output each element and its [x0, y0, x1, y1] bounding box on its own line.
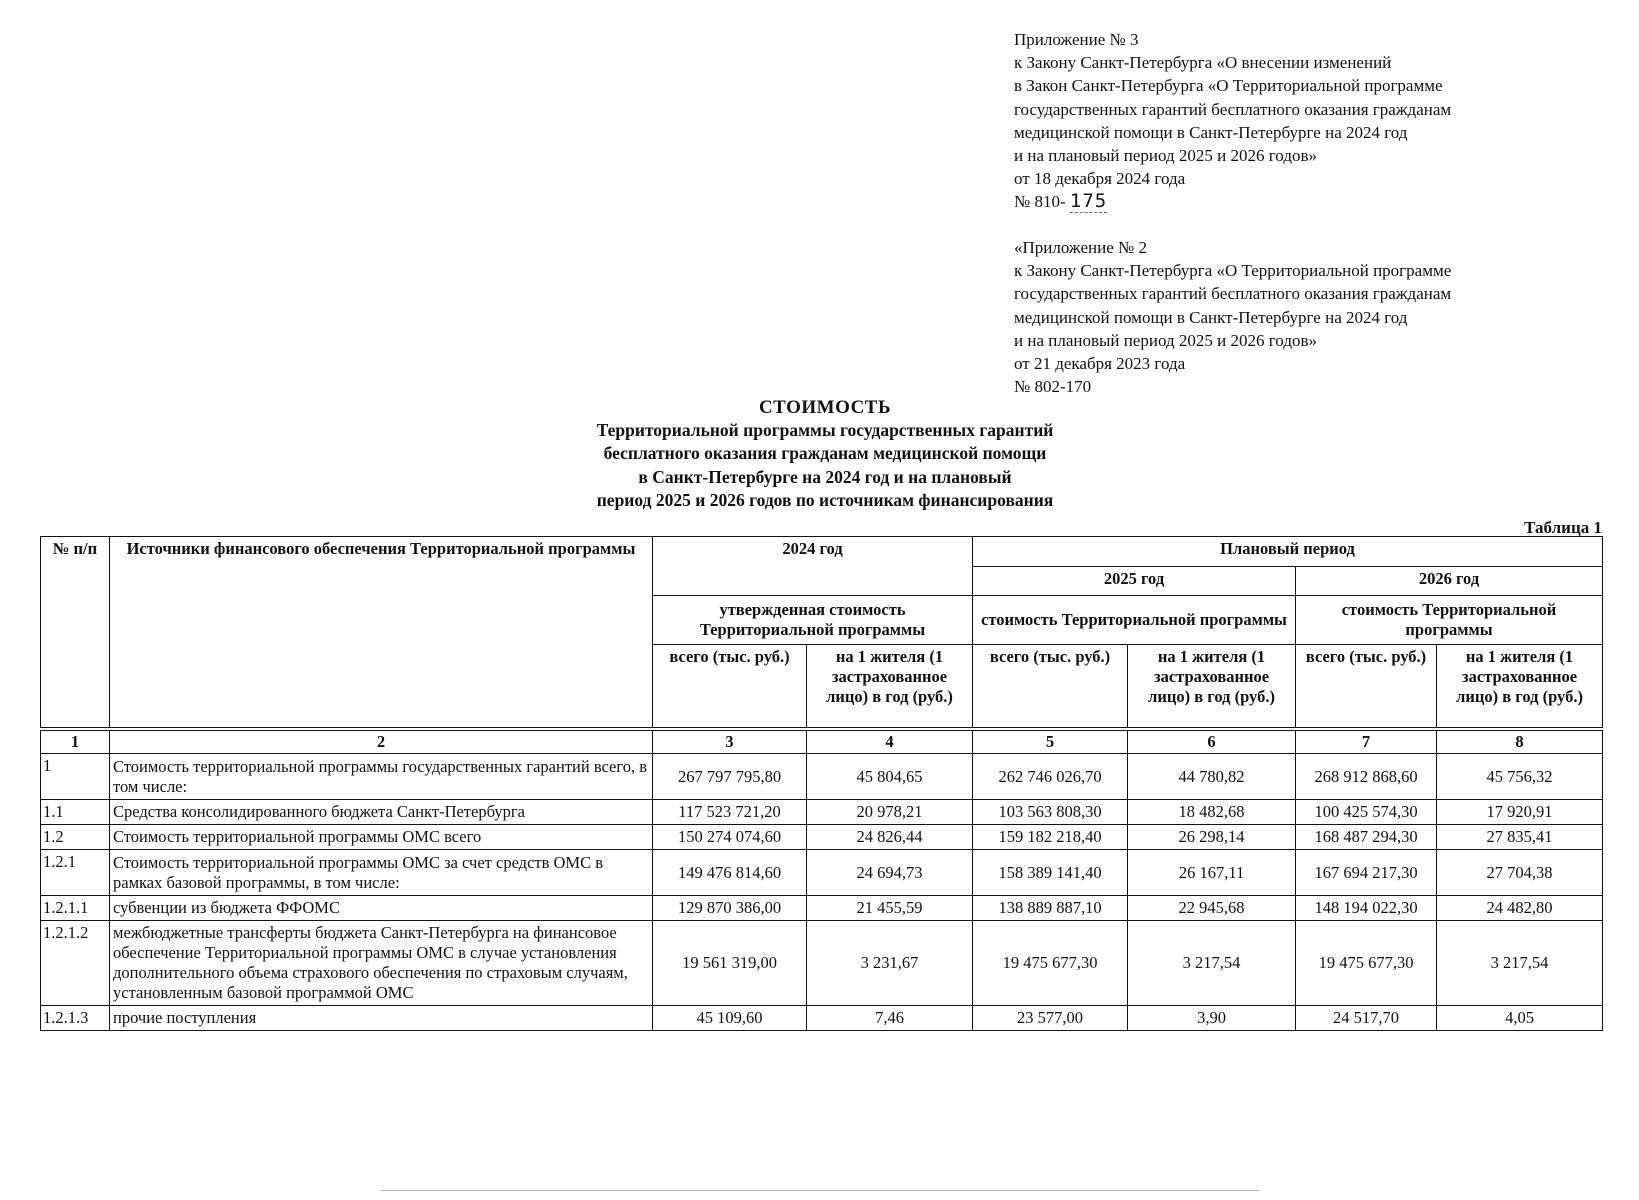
row-code: 1.2 — [41, 825, 110, 850]
table-row — [41, 1006, 1603, 1031]
row-value: 24 482,80 — [1437, 896, 1603, 921]
table-row — [41, 921, 1603, 1006]
header-per-capita-2024: на 1 жителя (1 застрахованное лицо) в год (руб.) — [807, 645, 973, 728]
column-number: 8 — [1437, 731, 1603, 754]
row-name: Стоимость территориальной программы государственных гарантий всего, в том числе: — [110, 754, 653, 800]
column-number: 7 — [1296, 731, 1437, 754]
appendix-3-header — [1014, 28, 1451, 214]
document-title — [520, 396, 1130, 512]
row-value: 3 217,54 — [1128, 921, 1296, 1006]
row-code: 1.1 — [41, 800, 110, 825]
row-value: 44 780,82 — [1128, 754, 1296, 800]
appendix-3-line: в Закон Санкт-Петербурга «О Территориальной программе — [1014, 76, 1443, 96]
scan-artifact-line — [380, 1190, 1260, 1191]
row-value: 24 694,73 — [807, 850, 973, 896]
header-approved-cost: утвержденная стоимость Территориальной программы — [653, 596, 973, 645]
row-code: 1.2.1.3 — [41, 1006, 110, 1031]
header-source: Источники финансового обеспечения Территориальной программы — [110, 537, 653, 728]
header-planned-period: Плановый период — [973, 537, 1603, 567]
row-value: 17 920,91 — [1437, 800, 1603, 825]
table-row — [41, 850, 1603, 896]
law-number-handwritten: 175 — [1069, 190, 1108, 213]
row-value: 26 298,14 — [1128, 825, 1296, 850]
row-value: 268 912 868,60 — [1296, 754, 1437, 800]
appendix-3-line: от 18 декабря 2024 года — [1014, 169, 1186, 189]
appendix-2-header — [1014, 236, 1451, 398]
column-numbers-row — [41, 731, 1603, 754]
row-value: 20 978,21 — [807, 800, 973, 825]
title-line: бесплатного оказания гражданам медицинской помощи — [603, 443, 1047, 464]
column-number: 5 — [973, 731, 1128, 754]
row-name: межбюджетные трансферты бюджета Санкт-Петербурга на финансовое обеспечение Территориальной программы ОМС в случае установления дополнительного объема страхового обеспечения по страховым случаям, установленным базовой программой ОМС — [110, 921, 653, 1006]
row-value: 26 167,11 — [1128, 850, 1296, 896]
title-main: СТОИМОСТЬ — [758, 397, 892, 418]
row-code: 1 — [41, 754, 110, 800]
column-number: 6 — [1128, 731, 1296, 754]
appendix-3-line: и на плановый период 2025 и 2026 годов» — [1014, 146, 1317, 166]
appendix-2-line: от 21 декабря 2023 года — [1014, 354, 1186, 374]
appendix-3-line: к Закону Санкт-Петербурга «О внесении изменений — [1014, 53, 1392, 73]
header-per-capita-2025: на 1 жителя (1 застрахованное лицо) в год (руб.) — [1128, 645, 1296, 728]
title-line: Территориальной программы государственных гарантий — [596, 420, 1054, 441]
row-code: 1.2.1.1 — [41, 896, 110, 921]
row-name: Стоимость территориальной программы ОМС за счет средств ОМС в рамках базовой программы, в том числе: — [110, 850, 653, 896]
row-value: 23 577,00 — [973, 1006, 1128, 1031]
row-value: 103 563 808,30 — [973, 800, 1128, 825]
row-value: 21 455,59 — [807, 896, 973, 921]
header-total-2025: всего (тыс. руб.) — [973, 645, 1128, 728]
appendix-2-line: к Закону Санкт-Петербурга «О Территориальной программе — [1014, 261, 1452, 281]
appendix-2-line: «Приложение № 2 — [1014, 238, 1147, 257]
row-value: 27 704,38 — [1437, 850, 1603, 896]
table-row — [41, 754, 1603, 800]
row-value: 27 835,41 — [1437, 825, 1603, 850]
row-value: 24 826,44 — [807, 825, 973, 850]
row-value: 117 523 721,20 — [653, 800, 807, 825]
row-code: 1.2.1.2 — [41, 921, 110, 1006]
row-value: 168 487 294,30 — [1296, 825, 1437, 850]
row-value: 267 797 795,80 — [653, 754, 807, 800]
header-cost-2026: стоимость Территориальной программы — [1296, 596, 1603, 645]
row-value: 100 425 574,30 — [1296, 800, 1437, 825]
appendix-3-line: Приложение № 3 — [1014, 30, 1139, 49]
row-value: 19 475 677,30 — [973, 921, 1128, 1006]
table-row — [41, 896, 1603, 921]
row-value: 3 217,54 — [1437, 921, 1603, 1006]
header-total-2026: всего (тыс. руб.) — [1296, 645, 1437, 728]
header-cost-2025: стоимость Территориальной программы — [973, 596, 1296, 645]
row-value: 150 274 074,60 — [653, 825, 807, 850]
title-line: период 2025 и 2026 годов по источникам финансирования — [596, 489, 1054, 510]
row-name: субвенции из бюджета ФФОМС — [110, 896, 653, 921]
header-per-capita-2026: на 1 жителя (1 застрахованное лицо) в год (руб.) — [1437, 645, 1603, 728]
header-year-2025: 2025 год — [973, 566, 1296, 596]
header-total-2024: всего (тыс. руб.) — [653, 645, 807, 728]
row-value: 4,05 — [1437, 1006, 1603, 1031]
row-name: прочие поступления — [110, 1006, 653, 1031]
title-line: в Санкт-Петербурге на 2024 год и на плановый — [638, 466, 1012, 487]
row-value: 3 231,67 — [807, 921, 973, 1006]
row-value: 24 517,70 — [1296, 1006, 1437, 1031]
appendix-3-line: медицинской помощи в Санкт-Петербурге на 2024 год — [1014, 122, 1408, 142]
row-value: 45 756,32 — [1437, 754, 1603, 800]
header-year-2024: 2024 год — [653, 537, 973, 596]
row-value: 158 389 141,40 — [973, 850, 1128, 896]
cost-table — [40, 536, 1603, 1031]
row-value: 3,90 — [1128, 1006, 1296, 1031]
row-value: 7,46 — [807, 1006, 973, 1031]
row-value: 18 482,68 — [1128, 800, 1296, 825]
appendix-3-line: государственных гарантий бесплатного оказания гражданам — [1014, 99, 1452, 119]
row-name: Средства консолидированного бюджета Санкт-Петербурга — [110, 800, 653, 825]
header-num: № п/п — [41, 537, 110, 728]
row-value: 148 194 022,30 — [1296, 896, 1437, 921]
row-value: 262 746 026,70 — [973, 754, 1128, 800]
table-row — [41, 800, 1603, 825]
row-value: 167 694 217,30 — [1296, 850, 1437, 896]
appendix-2-line: № 802-170 — [1014, 377, 1092, 397]
row-value: 129 870 386,00 — [653, 896, 807, 921]
column-number: 4 — [807, 731, 973, 754]
row-name: Стоимость территориальной программы ОМС всего — [110, 825, 653, 850]
header-year-2026: 2026 год — [1296, 566, 1603, 596]
row-code: 1.2.1 — [41, 850, 110, 896]
appendix-2-line: и на плановый период 2025 и 2026 годов» — [1014, 330, 1317, 350]
law-number-prefix: № 810- — [1014, 192, 1066, 212]
column-number: 1 — [41, 731, 110, 754]
column-number: 2 — [110, 731, 653, 754]
row-value: 159 182 218,40 — [973, 825, 1128, 850]
appendix-2-line: государственных гарантий бесплатного оказания гражданам — [1014, 284, 1452, 304]
appendix-2-line: медицинской помощи в Санкт-Петербурге на 2024 год — [1014, 307, 1408, 327]
row-value: 22 945,68 — [1128, 896, 1296, 921]
appendix-3-number — [1014, 190, 1451, 213]
column-number: 3 — [653, 731, 807, 754]
row-value: 149 476 814,60 — [653, 850, 807, 896]
row-value: 45 804,65 — [807, 754, 973, 800]
table-row — [41, 825, 1603, 850]
row-value: 19 561 319,00 — [653, 921, 807, 1006]
row-value: 45 109,60 — [653, 1006, 807, 1031]
table-caption: Таблица 1 — [1524, 518, 1602, 537]
row-value: 138 889 887,10 — [973, 896, 1128, 921]
row-value: 19 475 677,30 — [1296, 921, 1437, 1006]
